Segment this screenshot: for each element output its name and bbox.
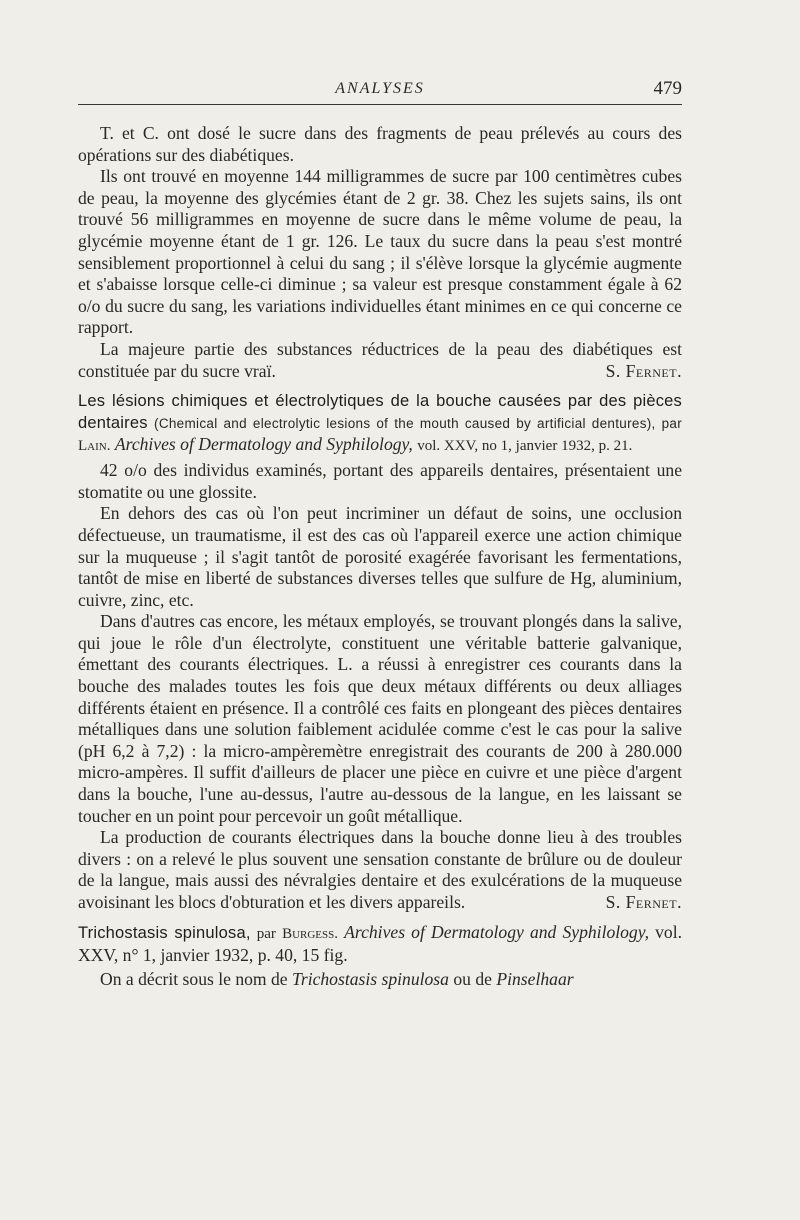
article-author: Lain. <box>78 438 111 455</box>
article-subtitle: (Chemical and electrolytic lesions of the mouth caused by artificial dentures), par <box>154 416 682 432</box>
running-title: ANALYSES <box>335 80 425 97</box>
paragraph-text: On a décrit sous le nom de <box>100 968 288 989</box>
article-reference: vol. XXV, no 1, janvier 1932, p. 21. <box>417 438 633 455</box>
paragraph: 42 o/o des individus examinés, portant des appareils dentaires, présentaient une stomatite ou une glossite. <box>78 460 682 502</box>
article-journal: Archives of Dermatology and Syphilology, <box>114 434 413 455</box>
paragraph <box>78 339 682 382</box>
article-heading <box>78 390 682 457</box>
article-by: par <box>256 925 276 942</box>
paragraph <box>78 827 682 913</box>
paragraph-text: La production de courants électriques dans la bouche donne lieu à des troubles divers : on a relevé le plus souvent une sensation constante de brûlure ou de douleur de la langue, mais aussi des névralgies dentaire et des exulcérations de la muqueuse avoisinant les blocs d'obturation et les divers appareils. <box>78 827 682 912</box>
paragraph-with-signature <box>78 339 682 382</box>
header-rule <box>78 104 682 105</box>
paragraph <box>78 969 682 991</box>
page-body <box>78 123 682 990</box>
article-title: Trichostasis spinulosa, <box>78 923 251 942</box>
article-journal: Archives of Dermatology and Syphilology, <box>344 921 649 942</box>
term: Pinselhaar <box>496 968 574 989</box>
signature: S. Fernet. <box>605 360 682 381</box>
paragraph-with-signature <box>78 827 682 913</box>
page-number: 479 <box>653 78 682 99</box>
paragraph-text: La majeure partie des substances réductrices de la peau des diabétiques est constituée par du sucre vraï. <box>78 338 682 381</box>
signature: S. Fernet. <box>605 892 682 912</box>
term: Trichostasis spinulosa <box>292 968 449 989</box>
article-heading <box>78 922 682 966</box>
article-author: Burgess. <box>282 925 338 942</box>
paragraph: Dans d'autres cas encore, les métaux employés, se trouvant plongés dans la salive, qui joue le rôle d'un électrolyte, constituent une véritable batterie galvanique, émettant des courants électriques. L. a réussi à enregistrer ces courants dans la bouche des malades toutes les fois que deux métaux différents ou deux alliages différents étaient en présence. Il a contrôlé ces faits en plongeant des pièces dentaires métalliques dans une solution faiblement acidulée comme c'est le cas pour la salive (pH 6,2 à 7,2) : la micro-ampèremètre enregistrait des courants de 200 à 280.000 micro-ampères. Il suffit d'ailleurs de placer une pièce en cuivre et une pièce d'argent dans la bouche, l'une au-dessus, l'autre au-dessous de la langue, en les laissant se toucher en un point pour percevoir un goût métallique. <box>78 611 682 826</box>
page-header <box>78 74 682 104</box>
paragraph: T. et C. ont dosé le sucre dans des fragments de peau prélevés au cours des opérations sur des diabétiques. <box>78 123 682 165</box>
paragraph: En dehors des cas où l'on peut incriminer un défaut de soins, une occlusion défectueuse, un traumatisme, il est des cas où l'appareil exerce une action chimique sur la muqueuse ; il s'agit tantôt de porosité exagérée favorisant les fermentations, tantôt de mise en liberté de substances diverses telles que sulfure de Hg, aluminium, cuivre, zinc, etc. <box>78 503 682 610</box>
article-title: Les lésions chimiques et électrolytiques de la bouche causées par des pièces dentaires <box>78 392 682 433</box>
paragraph-text: ou de <box>453 968 492 989</box>
paragraph: Ils ont trouvé en moyenne 144 milligrammes de sucre par 100 centimètres cubes de peau, la moyenne des glycémies étant de 2 gr. 38. Chez les sujets sains, ils ont trouvé 56 milligrammes en moyenne de sucre dans le même volume de peau, la glycémie moyenne étant de 1 gr. 126. Le taux du sucre dans la peau s'est montré sensiblement proportionnel à celui du sang ; il s'élève lorsque la glycémie augmente et s'abaisse lorsque celle-ci diminue ; sa valeur est presque constamment égale à 62 o/o du sucre du sang, les variations individuelles étant minimes en ce qui concerne ce rapport. <box>78 166 682 338</box>
article-reference: vol. XXV, n° 1, janvier 1932, p. 40, 15 fig. <box>78 921 683 965</box>
